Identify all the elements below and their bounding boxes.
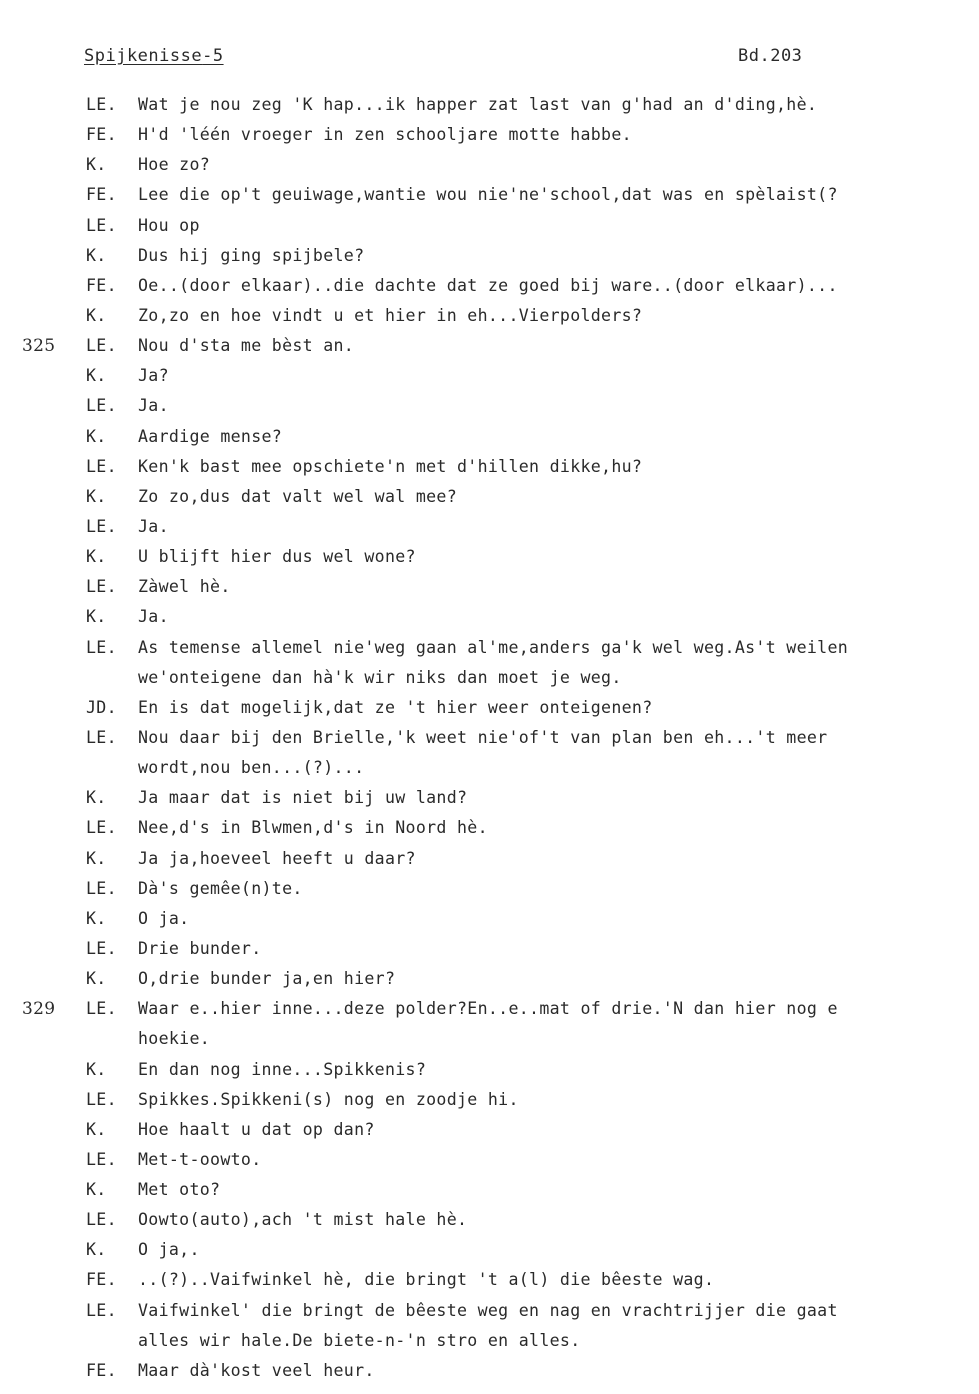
transcript-line [0,1237,979,1267]
transcript-line [0,846,979,876]
page-header [84,46,979,72]
speaker-label: LE. [86,1089,117,1109]
transcript-line [0,424,979,454]
transcript-line [0,544,979,574]
transcript-line [0,273,979,303]
utterance-text: Ja. [138,516,169,536]
utterance-text: Oe..(door elkaar)..die dachte dat ze goed bij ware..(door elkaar)... [138,275,838,295]
speaker-label: FE. [86,1360,117,1380]
speaker-label: FE. [86,1270,117,1290]
utterance-text: Met oto? [138,1180,221,1200]
transcript-line [0,815,979,845]
utterance-text: Met-t-oowto. [138,1149,262,1169]
utterance-text: Aardige mense? [138,426,283,446]
utterance-text: Drie bunder. [138,938,262,958]
speaker-label: K. [86,1059,107,1079]
utterance-text: we'onteigene dan hà'k wir niks dan moet je weg. [138,667,622,687]
utterance-text: U blijft hier dus wel wone? [138,547,416,567]
transcript-line [0,152,979,182]
transcript-line [0,635,979,665]
utterance-text: Waar e..hier inne...deze polder?En..e..mat of drie.'N dan hier nog e [138,999,838,1019]
transcript-line [0,1267,979,1297]
utterance-text: Wat je nou zeg 'K hap...ik happer zat last van g'had an d'ding,hè. [138,95,818,114]
utterance-text: O ja,. [138,1240,200,1260]
speaker-label: K. [86,155,107,175]
transcript-line [0,454,979,484]
transcript-line [0,966,979,996]
document-title [84,46,224,66]
utterance-text: ..(?)..Vaifwinkel hè, die bringt 't a(l) die bêeste wag. [138,1270,715,1290]
utterance-text: O,drie bunder ja,en hier? [138,969,396,989]
transcript-line [0,1087,979,1117]
speaker-label: LE. [86,727,117,747]
utterance-text: Ja maar dat is niet bij uw land? [138,788,468,808]
transcript-line [0,393,979,423]
transcript-line [0,785,979,815]
utterance-text: En dan nog inne...Spikkenis? [138,1059,427,1079]
document-title-name: Spijkenisse [84,46,203,66]
transcript-line [0,122,979,152]
transcript-line [0,213,979,243]
speaker-label: LE. [86,818,117,838]
transcript-line [0,604,979,634]
transcript-line [0,333,979,363]
transcript-line [0,1207,979,1237]
utterance-text: Vaifwinkel' die bringt de bêeste weg en nag en vrachtrijjer die gaat [138,1300,838,1320]
speaker-label: LE. [86,577,117,597]
speaker-label: K. [86,366,107,386]
speaker-label: LE. [86,95,117,114]
transcript-line [0,996,979,1026]
speaker-label: LE. [86,456,117,476]
transcript-line [0,1328,979,1358]
utterance-text: alles wir hale.De biete-n-'n stro en alles. [138,1330,581,1350]
utterance-text: Ken'k bast mee opschiete'n met d'hillen dikke,hu? [138,456,643,476]
transcript-line [0,1177,979,1207]
transcript-lines [0,92,979,1388]
speaker-label: K. [86,245,107,265]
transcript-line [0,1057,979,1087]
transcript-line [0,243,979,273]
transcript-line [0,1026,979,1056]
speaker-label: FE. [86,275,117,295]
speaker-label: LE. [86,396,117,416]
transcript-line [0,574,979,604]
speaker-label: LE. [86,516,117,536]
transcript-line [0,1358,979,1388]
utterance-text: En is dat mogelijk,dat ze 't hier weer onteigenen? [138,697,653,717]
speaker-label: LE. [86,938,117,958]
speaker-label: LE. [86,215,117,235]
utterance-text: Ja ja,hoeveel heeft u daar? [138,848,416,868]
speaker-label: LE. [86,637,117,657]
speaker-label: LE. [86,336,117,356]
transcript-line [0,484,979,514]
speaker-label: K. [86,788,107,808]
transcript-line [0,92,979,122]
transcript-line [0,1117,979,1147]
utterance-text: Hoe haalt u dat op dan? [138,1119,375,1139]
utterance-text: Zàwel hè. [138,577,231,597]
utterance-text: Ja. [138,607,169,627]
transcript-line [0,514,979,544]
utterance-text: Zo zo,dus dat valt wel wal mee? [138,486,457,506]
transcript-line [0,876,979,906]
utterance-text: H'd 'léén vroeger in zen schooljare motte habbe. [138,125,632,145]
utterance-text: Nou daar bij den Brielle,'k weet nie'of't van plan ben eh...'t meer [138,727,828,747]
utterance-text: Maar dà'kost veel heur. [138,1360,375,1380]
line-number: 325 [22,336,56,357]
speaker-label: K. [86,908,107,928]
utterance-text: As temense allemel nie'weg gaan al'me,anders ga'k wel weg.As't weilen [138,637,849,657]
utterance-text: Zo,zo en hoe vindt u et hier in eh...Vierpolders? [138,305,643,325]
speaker-label: K. [86,1240,107,1260]
utterance-text: Oowto(auto),ach 't mist hale hè. [138,1210,468,1230]
transcript-line [0,936,979,966]
speaker-label: K. [86,607,107,627]
speaker-label: K. [86,305,107,325]
utterance-text: Dus hij ging spijbele? [138,245,365,265]
transcript-line [0,182,979,212]
speaker-label: LE. [86,878,117,898]
transcript-line [0,303,979,333]
utterance-text: O ja. [138,908,190,928]
page-reference: Bd.203 [738,46,803,66]
speaker-label: K. [86,426,107,446]
utterance-text: hoekie. [138,1029,211,1049]
utterance-text: Ja? [138,366,169,386]
utterance-text: Hoe zo? [138,155,211,175]
speaker-label: LE. [86,1149,117,1169]
speaker-label: K. [86,547,107,567]
utterance-text: Nou d'sta me bèst an. [138,336,355,356]
transcript-line [0,363,979,393]
line-number: 329 [22,999,56,1020]
transcript-line [0,906,979,936]
utterance-text: Nee,d's in Blwmen,d's in Noord hè. [138,818,488,838]
speaker-label: FE. [86,185,117,205]
document-title-suffix: -5 [202,46,224,66]
utterance-text: Spikkes.Spikkeni(s) nog en zoodje hi. [138,1089,519,1109]
speaker-label: LE. [86,999,117,1019]
speaker-label: K. [86,848,107,868]
speaker-label: JD. [86,697,117,717]
speaker-label: FE. [86,125,117,145]
speaker-label: LE. [86,1210,117,1230]
utterance-text: Lee die op't geuiwage,wantie wou nie'ne'school,dat was en spèlaist(? [138,185,838,205]
utterance-text: Dà's gemêe(n)te. [138,878,303,898]
transcript-line [0,1298,979,1328]
transcript-line [0,665,979,695]
transcript-line [0,695,979,725]
utterance-text: Ja. [138,396,169,416]
transcript-line [0,1147,979,1177]
transcript-line [0,725,979,755]
speaker-label: LE. [86,1300,117,1320]
speaker-label: K. [86,1119,107,1139]
speaker-label: K. [86,969,107,989]
transcript-line [0,755,979,785]
speaker-label: K. [86,1180,107,1200]
utterance-text: Hou op [138,215,200,235]
speaker-label: K. [86,486,107,506]
utterance-text: wordt,nou ben...(?)... [138,758,365,778]
